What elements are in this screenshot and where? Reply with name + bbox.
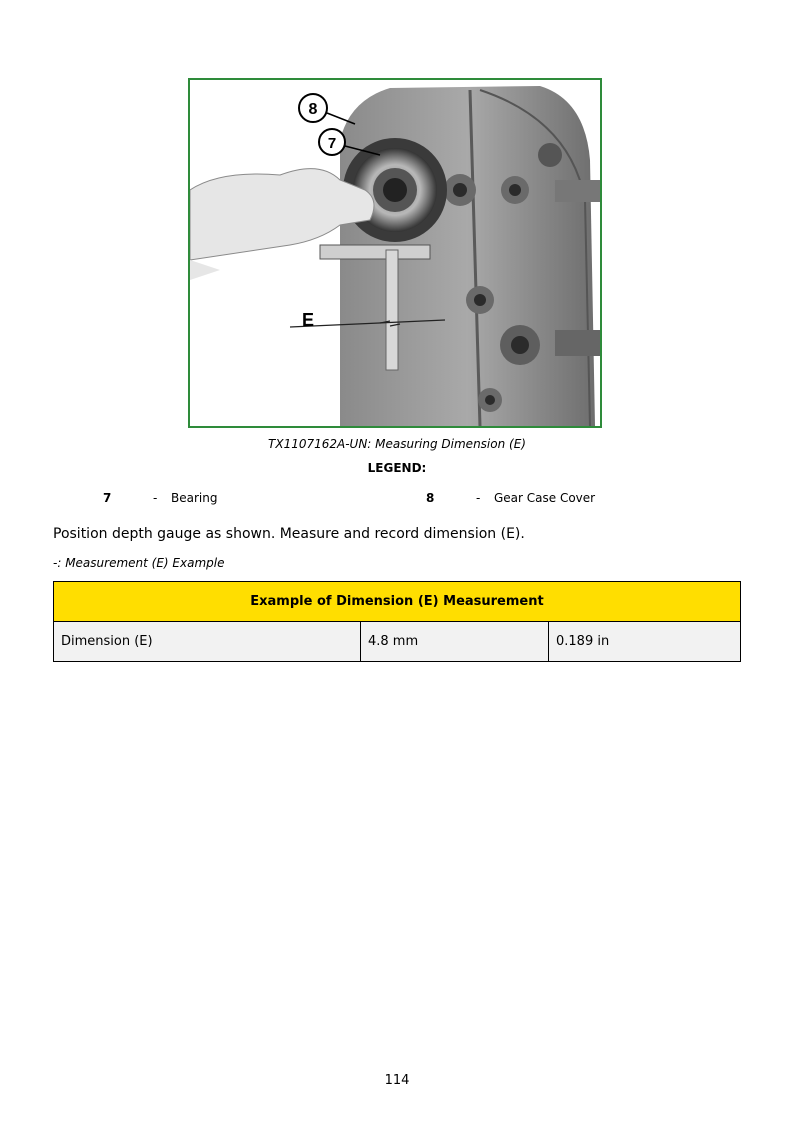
page-number: 114	[384, 1073, 410, 1088]
table-header-row	[54, 582, 741, 622]
table-header: Example of Dimension (E) Measurement	[54, 582, 741, 622]
legend-number: 8	[426, 491, 435, 505]
legend-number: 7	[103, 491, 112, 505]
legend-dash: -	[476, 491, 481, 505]
callout-7-label: 7	[327, 135, 337, 152]
gear-case-photo	[190, 80, 600, 426]
legend-label: Bearing	[171, 491, 218, 505]
legend-label: Gear Case Cover	[494, 491, 596, 505]
table-row	[54, 622, 741, 662]
instruction-text: Position depth gauge as shown. Measure and record dimension (E).	[53, 526, 525, 542]
table-caption: -: Measurement (E) Example	[53, 556, 225, 570]
figure-frame	[188, 78, 602, 428]
figure-caption: TX1107162A-UN: Measuring Dimension (E)	[268, 437, 526, 451]
measurement-table	[53, 581, 741, 662]
legend-dash: -	[153, 491, 158, 505]
imperial-value-cell: 0.189 in	[549, 622, 741, 662]
callout-8-label: 8	[308, 101, 318, 118]
dimension-e-label: E	[302, 310, 315, 330]
dimension-name-cell: Dimension (E)	[54, 622, 361, 662]
metric-value-cell: 4.8 mm	[361, 622, 549, 662]
legend-title: LEGEND:	[367, 461, 427, 475]
